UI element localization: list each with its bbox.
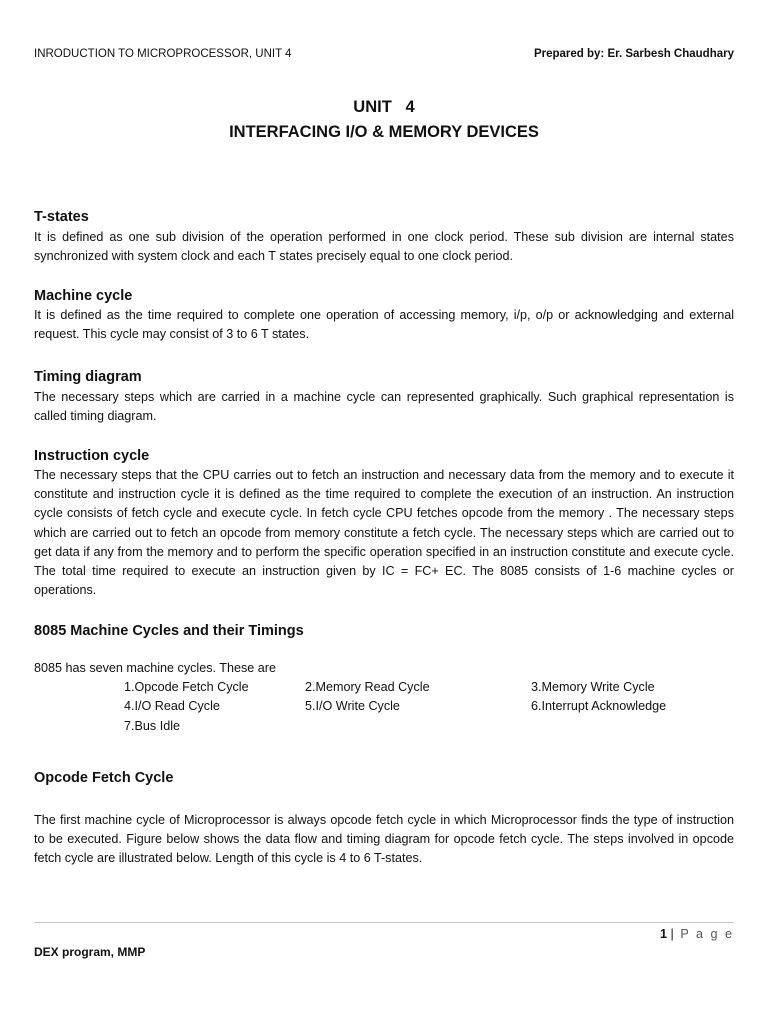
footer-program: DEX program, MMP	[34, 945, 146, 959]
paragraph-instruction-cycle: The necessary steps that the CPU carries out to fetch an instruction and necessary data from the memory and to execute it constitute and instruction cycle it is defined as the time required to complete the execution of an instruction. An instruction cycle consists of fetch cycle and execute cycle. In fetch cycle CPU fetches opcode from the memory . The necessary steps which are carried out to fetch an opcode from memory constitute a fetch cycle. The necessary steps which are carried out to get data if any from the memory and to perform the specific operation specified in an instruction constitute and execute cycle. The total time required to execute an instruction given by IC = FC+ EC. The 8085 consists of 1-6 machine cycles or operations.	[34, 468, 734, 598]
list-item: 7.Bus Idle	[124, 718, 181, 733]
page-title: INTERFACING I/O & MEMORY DEVICES	[229, 123, 539, 141]
list-item: 3.Memory Write Cycle	[531, 680, 655, 694]
list-item: 4.I/O Read Cycle	[124, 699, 220, 714]
footer-divider	[34, 922, 734, 923]
list-item: 2.Memory Read Cycle	[305, 680, 430, 694]
heading-machine-cycle: Machine cycle	[34, 288, 133, 304]
page-number	[660, 926, 734, 942]
machine-cycles-list	[124, 678, 731, 736]
heading-instruction-cycle: Instruction cycle	[34, 448, 150, 464]
machine-cycles-intro: 8085 has seven machine cycles. These are	[34, 661, 276, 675]
page-number-separator: |	[670, 927, 674, 941]
heading-8085-machine-cycles: 8085 Machine Cycles and their Timings	[34, 623, 304, 639]
heading-timing-diagram: Timing diagram	[34, 369, 142, 385]
paragraph-machine-cycle: It is defined as the time required to complete one operation of accessing memory, i/p, o/p or acknowledging and external request. This cycle may consist of 3 to 6 T states.	[34, 308, 734, 342]
header-course-title: INRODUCTION TO MICROPROCESSOR, UNIT 4	[34, 48, 292, 60]
list-item: 5.I/O Write Cycle	[305, 699, 400, 714]
heading-t-states: T-states	[34, 209, 89, 225]
paragraph-timing-diagram: The necessary steps which are carried in a machine cycle can represented graphically. Such graphical representation is called timing diagram.	[34, 390, 734, 424]
unit-title: UNIT 4	[353, 98, 415, 116]
page-number-value: 1	[660, 927, 668, 941]
paragraph-t-states: It is defined as one sub division of the operation performed in one clock period. These sub division are internal states synchronized with system clock and each T states precisely equal to one clock period.	[34, 230, 734, 264]
page-label: P a g e	[680, 927, 734, 941]
paragraph-opcode-fetch-cycle: The first machine cycle of Microprocessor is always opcode fetch cycle in which Microprocessor finds the type of instruction to be executed. Figure below shows the data flow and timing diagram for opcode fetch cycle. The steps involved in opcode fetch cycle are illustrated below. Length of this cycle is 4 to 6 T-states.	[34, 813, 734, 866]
list-item: 6.Interrupt Acknowledge	[531, 699, 667, 714]
heading-opcode-fetch-cycle: Opcode Fetch Cycle	[34, 770, 174, 786]
list-item: 1.Opcode Fetch Cycle	[124, 680, 249, 694]
header-author: Prepared by: Er. Sarbesh Chaudhary	[533, 48, 734, 60]
